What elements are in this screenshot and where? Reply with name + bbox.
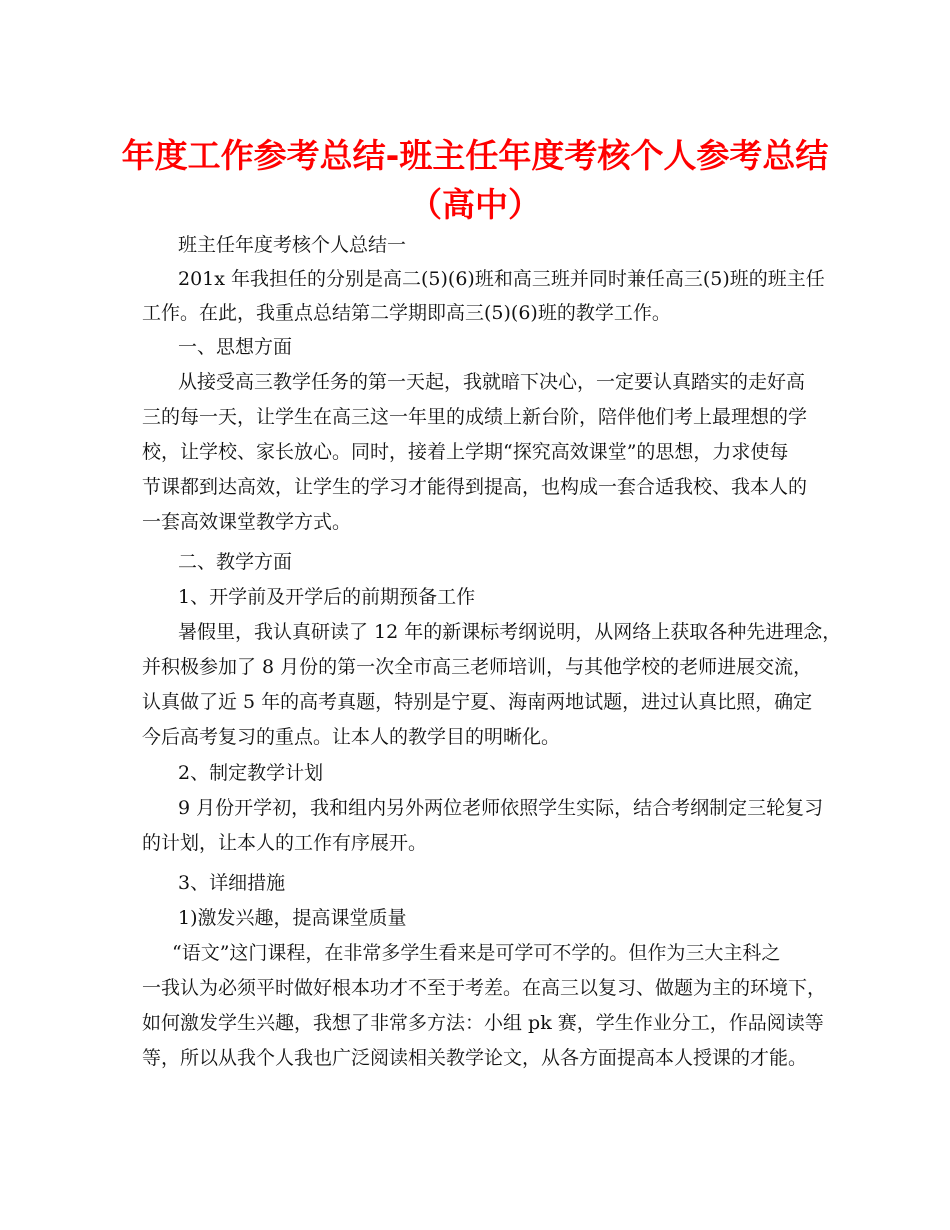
paragraph-line: 工作。在此，我重点总结第二学期即高三(5)(6)班的教学工作。 — [142, 302, 671, 324]
paragraph-line: 认真做了近 5 年的高考真题，特别是宁夏、海南两地试题，进过认真比照，确定 — [142, 691, 813, 713]
subsection-heading: 1)激发兴趣，提高课堂质量 — [178, 907, 407, 929]
subsection-heading: 1、开学前及开学后的前期预备工作 — [178, 586, 476, 608]
paragraph-line: 等，所以从我个人我也广泛阅读相关教学论文，从各方面提高本人授课的才能。 — [142, 1047, 808, 1069]
paragraph-line: 并积极参加了 8 月份的第一次全市高三老师培训，与其他学校的老师进展交流， — [142, 656, 813, 678]
paragraph-line: 从接受高三教学任务的第一天起，我就暗下决心，一定要认真踏实的走好高 — [178, 371, 806, 393]
paragraph-line: 的计划，让本人的工作有序展开。 — [142, 832, 428, 854]
paragraph-line: 如何激发学生兴趣，我想了非常多方法：小组 pk 赛，学生作业分工，作品阅读等 — [142, 1012, 824, 1034]
section-heading: 班主任年度考核个人总结一 — [178, 234, 407, 256]
paragraph-line: 一我认为必须平时做好根本功才不至于考差。在高三以复习、做题为主的环境下， — [142, 977, 827, 999]
paragraph-line: 今后高考复习的重点。让本人的教学目的明晰化。 — [142, 726, 561, 748]
paragraph-line: 三的每一天，让学生在高三这一年里的成绩上新台阶，陪伴他们考上最理想的学 — [142, 406, 808, 428]
document-title-line-2: （高中） — [409, 185, 541, 224]
section-heading: 一、思想方面 — [178, 336, 293, 358]
subsection-heading: 3、详细措施 — [178, 872, 286, 894]
subsection-heading: 2、制定教学计划 — [178, 762, 324, 784]
paragraph-line: 9 月份开学初，我和组内另外两位老师依照学生实际，结合考纲制定三轮复习 — [178, 797, 824, 819]
section-heading: 二、教学方面 — [178, 551, 293, 573]
paragraph-line: 暑假里，我认真研读了 12 年的新课标考纲说明，从网络上获取各种先进理念， — [178, 621, 842, 643]
paragraph-line: 一套高效课堂教学方式。 — [142, 511, 352, 533]
paragraph-line: “语文”这门课程，在非常多学生看来是可学可不学的。但作为三大主科之 — [172, 942, 781, 964]
document-title-line-1: 年度工作参考总结-班主任年度考核个人参考总结 — [121, 136, 829, 175]
paragraph-line: 校，让学校、家长放心。同时，接着上学期“探究高效课堂”的思想，力求使每 — [142, 441, 789, 463]
paragraph-line: 201x 年我担任的分别是高二(5)(6)班和高三班并同时兼任高三(5)班的班主任 — [178, 268, 825, 290]
paragraph-line: 节课都到达高效，让学生的学习才能得到提高，也构成一套合适我校、我本人的 — [142, 476, 808, 498]
